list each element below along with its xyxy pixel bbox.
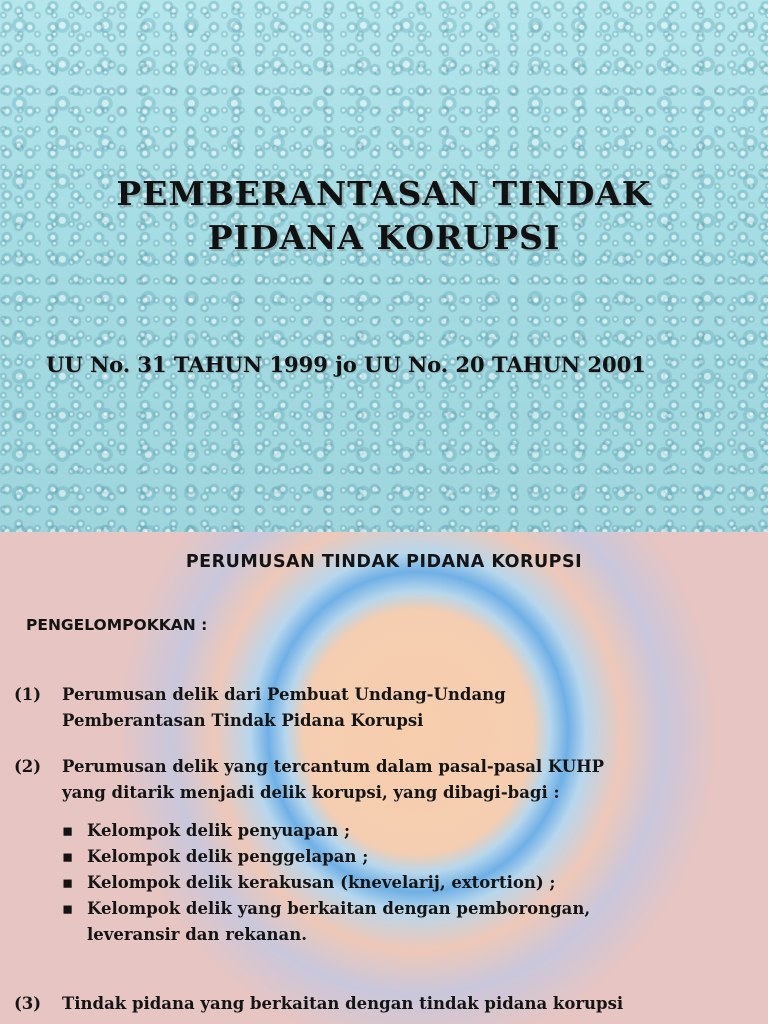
item-number: (1)	[14, 685, 42, 704]
bullet-item	[60, 896, 750, 922]
bullet-item-continuation	[60, 922, 750, 948]
bullet-text: Kelompok delik kerakusan (knevelarij, extortion) ;	[87, 873, 556, 892]
slide-content-page	[0, 532, 768, 1024]
bullet-item	[60, 844, 750, 870]
item-text-line: yang ditarik menjadi delik korupsi, yang dibagi-bagi :	[62, 783, 560, 802]
content-title: PERUMUSAN TINDAK PIDANA KORUPSI	[185, 552, 583, 572]
bullet-item	[60, 870, 750, 896]
item-text-line: Tindak pidana yang berkaitan dengan tindak pidana korupsi	[62, 994, 624, 1013]
title-line-2: PIDANA KORUPSI	[207, 218, 561, 257]
item-text	[62, 991, 623, 1017]
bullet-text: leveransir dan rekanan.	[87, 925, 307, 944]
bullet-text: Kelompok delik yang berkaitan dengan pemborongan,	[87, 899, 591, 918]
bullet-list	[60, 818, 750, 948]
item-number: (2)	[14, 757, 42, 776]
bullet-icon: ▪	[62, 873, 74, 892]
slide-subtitle: UU No. 31 TAHUN 1999 jo UU No. 20 TAHUN 2001	[46, 352, 646, 377]
bullet-text: Kelompok delik penggelapan ;	[87, 847, 369, 866]
item-text	[62, 682, 506, 734]
item-text-line: Perumusan delik yang tercantum dalam pasal-pasal KUHP	[62, 757, 605, 776]
bullet-text: Kelompok delik penyuapan ;	[87, 821, 351, 840]
bullet-icon: ▪	[62, 899, 74, 918]
bullet-icon: ▪	[62, 847, 74, 866]
item-text	[62, 754, 604, 806]
slide-title	[0, 172, 768, 260]
group-heading: PENGELOMPOKKAN :	[26, 616, 208, 634]
bullet-item	[60, 818, 750, 844]
title-line-1: PEMBERANTASAN TINDAK	[116, 174, 652, 213]
item-text-line: Pemberantasan Tindak Pidana Korupsi	[62, 711, 424, 730]
bullet-icon: ▪	[62, 821, 74, 840]
item-text-line: Perumusan delik dari Pembuat Undang-Undang	[62, 685, 506, 704]
item-number: (3)	[14, 994, 42, 1013]
